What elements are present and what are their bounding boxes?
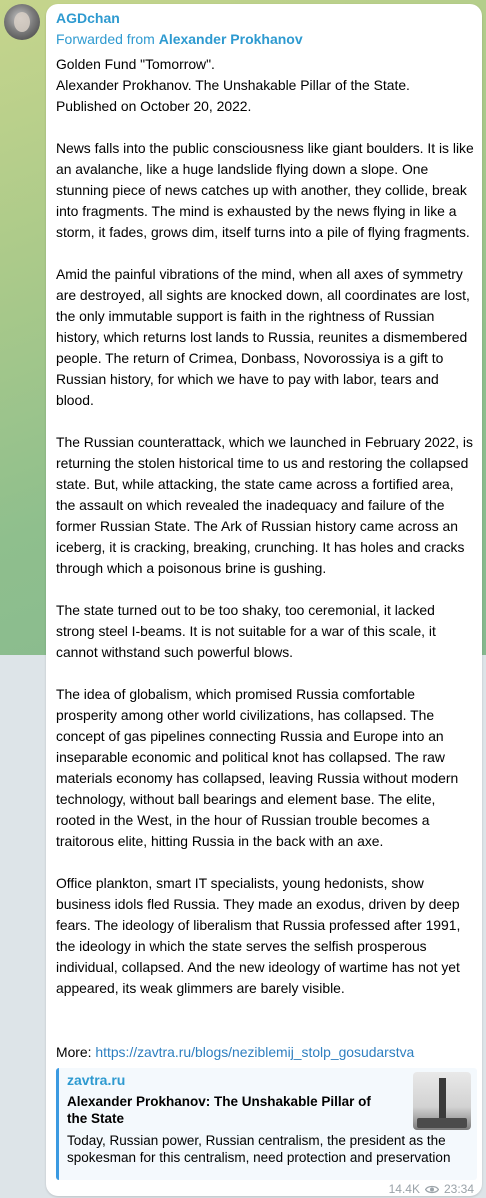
preview-description: Today, Russian power, Russian centralism, the president as the spokesman for this centralism, need protection and preservation <box>67 1133 451 1165</box>
message-header-block <box>56 54 474 117</box>
link-preview[interactable] <box>56 1068 477 1180</box>
channel-avatar[interactable] <box>4 4 40 40</box>
message-time: 23:34 <box>443 1182 474 1196</box>
header-line: Golden Fund "Tomorrow". <box>56 56 215 72</box>
message-bubble <box>46 4 482 1196</box>
paragraph: The state turned out to be too shaky, too ceremonial, it lacked strong steel I-beams. It is not suitable for a war of this scale, it cannot withstand such powerful blows. <box>56 602 436 660</box>
preview-thumbnail[interactable] <box>413 1072 471 1130</box>
paragraph: Office plankton, smart IT specialists, young hedonists, show business idols fled Russia. They made an exodus, driven by deep fears. The ideology of liberalism that Russia professed after 1991, the ideology in which the state serves the selfish prosperous individual, collapsed. And the new ideology of wartime has not yet appeared, its weak glimmers are barely visible. <box>56 875 461 996</box>
paragraph: The Russian counterattack, which we launched in February 2022, is returning the stolen historical time to us and restoring the collapsed state. But, while attacking, the state came across a fortified area, the assault on which revealed the inadequacy and failure of the former Russian State. The Ark of Russian history came across an iceberg, it is cracking, breaking, crunching. It has holes and cracks through which a poisonous brine is gushing. <box>56 434 473 576</box>
preview-site: zavtra.ru <box>67 1072 126 1088</box>
view-count: 14.4K <box>388 1182 420 1196</box>
message-text <box>56 54 474 1020</box>
forwarded-source[interactable]: Alexander Prokhanov <box>158 31 303 47</box>
header-line: Published on October 20, 2022. <box>56 98 252 114</box>
more-line <box>56 1044 414 1060</box>
avatar-face <box>14 12 30 32</box>
thumbnail-base <box>417 1118 467 1128</box>
eye-icon <box>425 1185 439 1194</box>
message-meta <box>389 1182 474 1196</box>
preview-title: Alexander Prokhanov: The Unshakable Pillar of the State <box>67 1094 371 1126</box>
more-link[interactable]: https://zavtra.ru/blogs/neziblemij_stolp_gosudarstva <box>95 1044 415 1060</box>
paragraph: News falls into the public consciousness like giant boulders. It is like an avalanche, like a huge landslide flying down a slope. One stunning piece of news catches up with another, they collide, break into fragments. The mind is exhausted by the news flying in like a storm, it fades, grows dim, itself turns into a pile of flying fragments. <box>56 140 474 240</box>
forwarded-header[interactable] <box>56 31 303 47</box>
paragraph: Amid the painful vibrations of the mind, when all axes of symmetry are destroyed, all sights are knocked down, all coordinates are lost, the only immutable support is faith in the rightness of Russian history, which returns lost lands to Russia, reunites a dismembered people. The return of Crimea, Donbass, Novorossiya is a gift to Russian history, for which we have to pay with labor, tears and blood. <box>56 266 470 408</box>
channel-name[interactable]: AGDchan <box>56 10 120 26</box>
forwarded-prefix: Forwarded from <box>56 31 155 47</box>
header-line: Alexander Prokhanov. The Unshakable Pillar of the State. <box>56 77 410 93</box>
more-label: More: <box>56 1044 92 1060</box>
paragraph: The idea of globalism, which promised Russia comfortable prosperity among other world civilizations, has collapsed. The concept of gas pipelines connecting Russia and Europe into an inseparable economic and political knot has collapsed. The raw materials economy has collapsed, leaving Russia without modern technology, without ball bearings and element base. The elite, rooted in the West, in the hour of Russian trouble becomes a traitorous elite, hitting Russia in the back with an axe. <box>56 686 459 849</box>
